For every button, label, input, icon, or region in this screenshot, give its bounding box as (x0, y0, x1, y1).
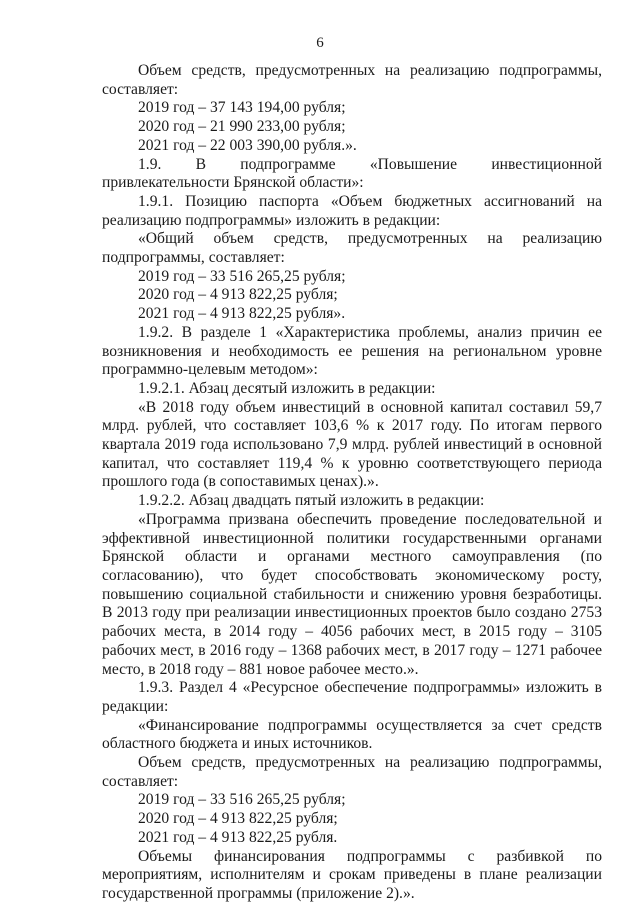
paragraph: 1.9.3. Раздел 4 «Ресурсное обеспечение подпрограммы» изложить в редакции: (102, 679, 602, 715)
paragraph: 1.9.2.1. Абзац десятый изложить в редакции: (138, 379, 436, 397)
document-body (102, 62, 602, 904)
paragraph: «В 2018 году объем инвестиций в основной капитал составил 59,7 млрд. рублей, что составляет 103,6 % к 2017 году. По итогам первого квартала 2019 года использовано 7,9 млрд. рублей инвестиций в основной капитал, что составляет 119,4 % к уровню соответствующего периода прошлого года (в сопоставимых ценах).». (102, 398, 602, 491)
paragraph: Объем средств, предусмотренных на реализацию подпрограммы, составляет: (102, 754, 602, 790)
paragraph: «Финансирование подпрограммы осуществляется за счет средств областного бюджета и иных источников. (102, 716, 602, 753)
budget-line: 2021 год – 4 913 822,25 рубля». (138, 305, 346, 323)
budget-line: 2019 год – 33 516 265,25 рубля; (138, 267, 346, 285)
paragraph: Объемы финансирования подпрограммы с разбивкой по мероприятиям, исполнителям и срокам приведены в плане реализации государственной программы (приложение 2).». (102, 847, 602, 902)
paragraph: «Программа призвана обеспечить проведение последовательной и эффективной инвестиционной политики государственными органами Брянской области и органами местного самоуправления (по согласованию), что будет способствовать экономическому росту, повышению социальной стабильности и снижению уровня безработицы. В 2013 году при реализации инвестиционных проектов было создано 2753 рабочих места, в 2014 году – 4056 рабочих мест, в 2015 году – 3105 рабочих мест, в 2016 году – 1368 рабочих мест, в 2017 году – 1271 рабочее место, в 2018 году – 881 новое рабочее место.». (102, 510, 602, 678)
budget-line: 2020 год – 4 913 822,25 рубля; (138, 286, 338, 304)
paragraph: 1.9.2.2. Абзац двадцать пятый изложить в редакции: (138, 492, 485, 510)
budget-line: 2019 год – 37 143 194,00 рубля; (138, 99, 346, 117)
paragraph: 1.9.2. В разделе 1 «Характеристика проблемы, анализ причин ее возникновения и необходимость ее решения на региональном уровне программно-целевым методом»: (102, 323, 602, 379)
budget-line: 2020 год – 21 990 233,00 рубля; (138, 118, 346, 136)
budget-line: 2021 год – 4 913 822,25 рубля. (138, 828, 338, 846)
budget-line: 2021 год – 22 003 390,00 рубля.». (138, 136, 357, 154)
section-heading: 1.9. В подпрограмме «Повышение инвестиционной привлекательности Брянской области»: (102, 155, 602, 192)
budget-line: 2020 год – 4 913 822,25 рубля; (138, 810, 338, 828)
paragraph: Объем средств, предусмотренных на реализацию подпрограммы, составляет: (102, 62, 602, 98)
paragraph: 1.9.1. Позицию паспорта «Объем бюджетных ассигнований на реализацию подпрограммы» изложить в редакции: (102, 192, 602, 229)
budget-line: 2019 год – 33 516 265,25 рубля; (138, 791, 346, 809)
paragraph: «Общий объем средств, предусмотренных на реализацию подпрограммы, составляет: (102, 230, 602, 267)
page-number: 6 (316, 35, 324, 51)
